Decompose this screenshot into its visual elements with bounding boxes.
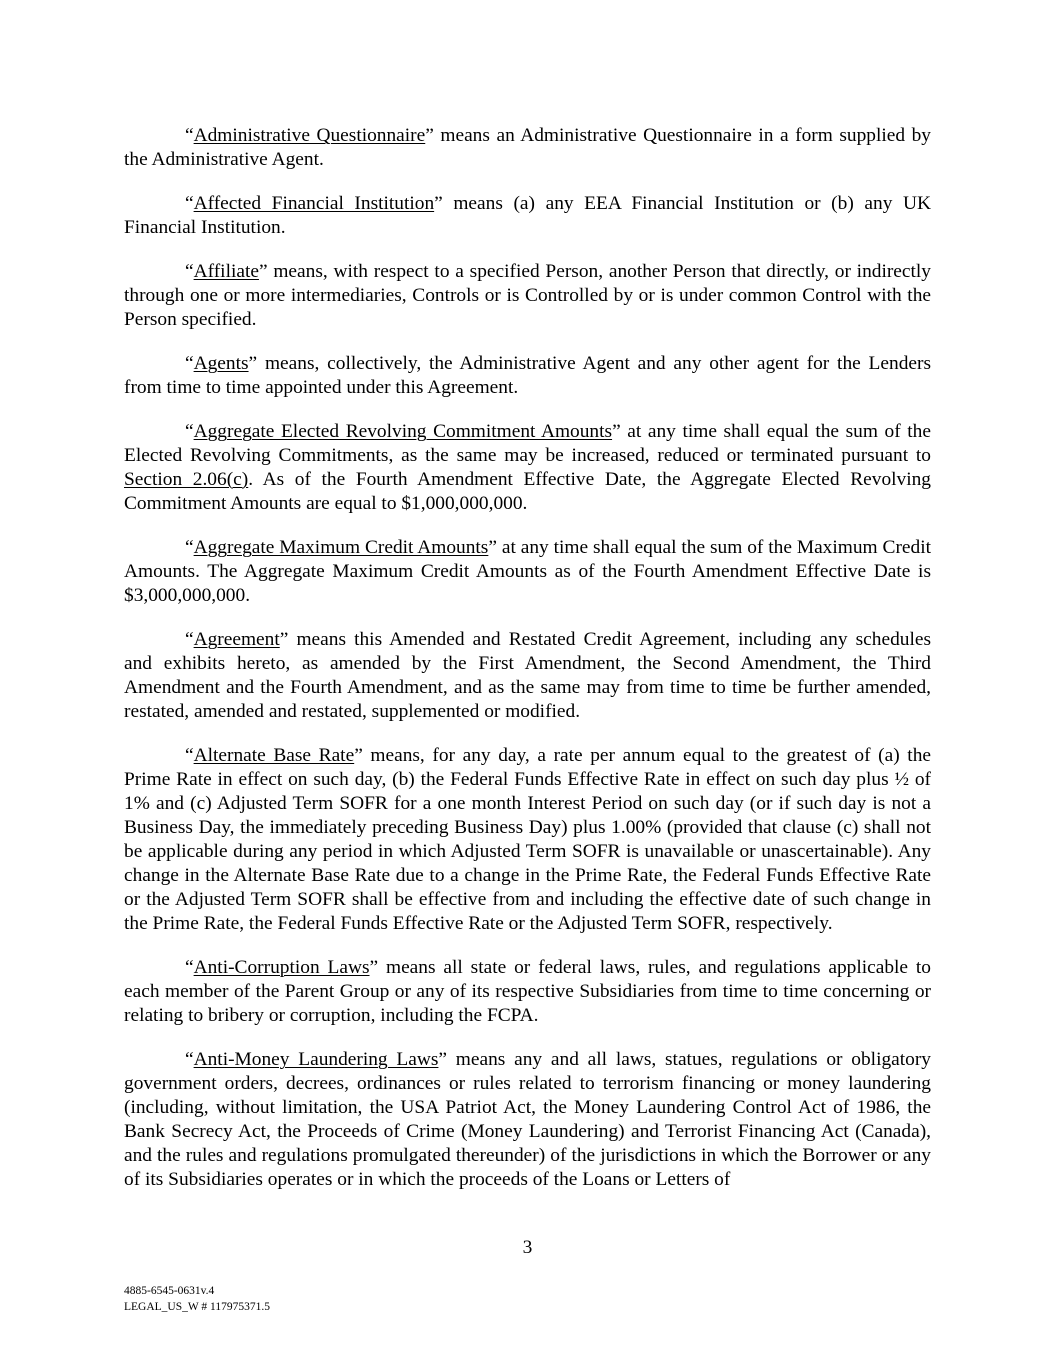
defined-term: Agreement (193, 629, 280, 650)
definition-paragraph (124, 536, 931, 608)
close-quote: ” (425, 125, 434, 146)
definition-text: means all state or federal laws, rules, and regulations applicable to each member of the Parent Group or any of its respective Subsidiaries from time to time concerning or relating to bribery or corruption, including the FCPA. (124, 957, 931, 1026)
close-quote: ” (612, 421, 621, 442)
definition-paragraph (124, 744, 931, 936)
definition-text: means, collectively, the Administrative Agent and any other agent for the Lenders from time to time appointed under this Agreement. (124, 353, 931, 398)
defined-term: Anti-Corruption Laws (193, 957, 370, 978)
open-quote: “ (185, 537, 194, 558)
definition-text: . As of the Fourth Amendment Effective Date, the Aggregate Elected Revolving Commitment Amounts are equal to $1,000,000,000. (124, 469, 931, 514)
close-quote: ” (434, 193, 443, 214)
definition-text: at any time shall equal the sum of the Maximum Credit Amounts. The Aggregate Maximum Credit Amounts as of the Fourth Amendment Effective Date is $3,000,000,000. (124, 537, 931, 606)
open-quote: “ (185, 261, 194, 282)
defined-term: Affected Financial Institution (193, 193, 435, 214)
close-quote: ” (248, 353, 258, 374)
open-quote: “ (185, 193, 194, 214)
definition-paragraph (124, 1048, 931, 1192)
open-quote: “ (185, 421, 194, 442)
defined-term: Anti-Money Laundering Laws (193, 1049, 439, 1070)
close-quote: ” (369, 957, 379, 978)
defined-term: Affiliate (193, 261, 259, 282)
definition-paragraph (124, 628, 931, 724)
definition-paragraph (124, 260, 931, 332)
definitions-section (124, 124, 931, 1212)
close-quote: ” (279, 629, 289, 650)
definition-text: at any time shall equal the sum of the Elected Revolving Commitments, as the same may be increased, reduced or terminated pursuant to (124, 421, 931, 466)
definition-paragraph (124, 352, 931, 400)
close-quote: ” (354, 745, 363, 766)
open-quote: “ (185, 1049, 194, 1070)
defined-term: Aggregate Elected Revolving Commitment Amounts (193, 421, 613, 442)
definition-paragraph (124, 420, 931, 516)
defined-term: Agents (193, 353, 249, 374)
definition-paragraph (124, 956, 931, 1028)
open-quote: “ (185, 957, 194, 978)
open-quote: “ (185, 745, 194, 766)
defined-term: Alternate Base Rate (193, 745, 355, 766)
page-number: 3 (522, 1237, 533, 1258)
footer-doc-id: 4885-6545-0631v.4 (124, 1285, 215, 1297)
document-footer (124, 1283, 270, 1315)
definition-text: means this Amended and Restated Credit Agreement, including any schedules and exhibits hereto, as amended by the First Amendment, the Second Amendment, the Third Amendment and the Fourth Amendment, and as the same may from time to time be further amended, restated, amended and restated, supplemented or modified. (124, 629, 931, 722)
definition-text: means (a) any EEA Financial Institution or (b) any UK Financial Institution. (124, 193, 931, 238)
defined-term: Administrative Questionnaire (193, 125, 426, 146)
definition-paragraph (124, 192, 931, 240)
open-quote: “ (185, 353, 194, 374)
footer-legal-id: LEGAL_US_W # 117975371.5 (124, 1301, 270, 1313)
defined-term: Aggregate Maximum Credit Amounts (193, 537, 489, 558)
definition-text: means an Administrative Questionnaire in a form supplied by the Administrative Agent. (124, 125, 931, 170)
section-reference-link[interactable]: Section 2.06(c) (124, 469, 249, 490)
definition-text: means any and all laws, statues, regulations or obligatory government orders, decrees, ordinances or rules related to terrorism financing or money laundering (including, without limitation, the USA Patriot Act, the Money Laundering Control Act of 1986, the Bank Secrecy Act, the Proceeds of Crime (Money Laundering) and Terrorist Financing Act (Canada), and the rules and regulations promulgated thereunder) of the jurisdictions in which the Borrower or any of its Subsidiaries operates or in which the proceeds of the Loans or Letters of (124, 1049, 931, 1190)
open-quote: “ (185, 629, 194, 650)
close-quote: ” (488, 537, 497, 558)
open-quote: “ (185, 125, 194, 146)
close-quote: ” (258, 261, 268, 282)
definition-paragraph (124, 124, 931, 172)
definition-text: means, with respect to a specified Person, another Person that directly, or indirectly through one or more intermediaries, Controls or is Controlled by or is under common Control with the Person specified. (124, 261, 931, 330)
definition-text: means, for any day, a rate per annum equal to the greatest of (a) the Prime Rate in effect on such day, (b) the Federal Funds Effective Rate in effect on such day plus ½ of 1% and (c) Adjusted Term SOFR for a one month Interest Period on such day (or if such day is not a Business Day, the immediately preceding Business Day) plus 1.00% (provided that clause (c) shall not be applicable during any period in which Adjusted Term SOFR is unavailable or unascertainable). Any change in the Alternate Base Rate due to a change in the Prime Rate, the Federal Funds Effective Rate or the Adjusted Term SOFR shall be effective from and including the effective date of such change in the Prime Rate, the Federal Funds Effective Rate or the Adjusted Term SOFR, respectively. (124, 745, 931, 934)
close-quote: ” (438, 1049, 448, 1070)
